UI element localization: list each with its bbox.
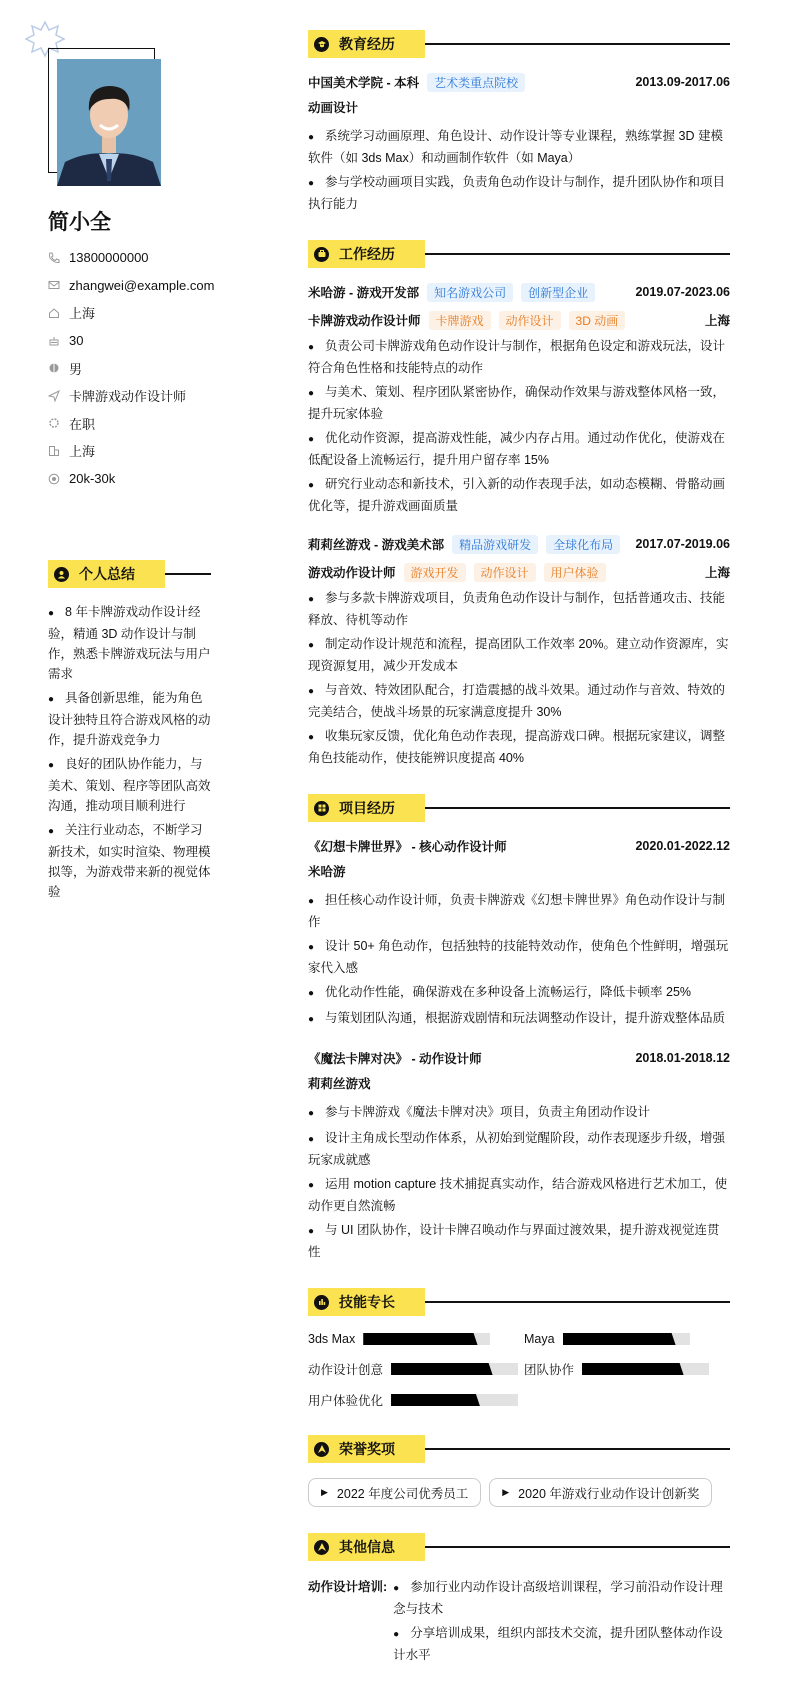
section-title-text: 其他信息 [339, 1539, 395, 1555]
list-item [308, 1220, 730, 1262]
section-header [308, 240, 730, 268]
projects-section [308, 794, 730, 1262]
project-company: 米哈游 [308, 865, 346, 879]
list-item [393, 1577, 730, 1619]
bullet-icon: ● [308, 1134, 315, 1145]
project-name: 《幻想卡牌世界》 - 核心动作设计师 [308, 840, 507, 854]
bullet-icon: ● [308, 988, 315, 999]
tag: 3D 动画 [569, 311, 626, 330]
skill-bar [363, 1333, 490, 1345]
main-column [308, 30, 730, 1689]
project-entry [308, 836, 730, 1030]
bullet-list [308, 588, 730, 768]
bullet-list [308, 126, 730, 214]
grid-icon [314, 801, 329, 816]
role-name: 游戏动作设计师 [308, 566, 396, 580]
bullet-text: 与美术、策划、程序团队紧密协作，确保动作效果与游戏整体风格一致，提升玩家体验 [308, 385, 726, 421]
bullet-text: 8 年卡牌游戏动作设计经验，精通 3D 动作设计与制作，熟悉卡牌游戏玩法与用户需求 [48, 605, 211, 681]
bullet-icon: ● [308, 594, 315, 605]
work-entry [308, 534, 730, 768]
entry-left [308, 283, 595, 302]
section-title-text: 荣誉奖项 [339, 1441, 395, 1457]
skill-bar-fill [391, 1363, 493, 1375]
bullet-text: 优化动作性能，确保游戏在多种设备上流畅运行，降低卡顿率 25% [325, 985, 692, 999]
section-title-summary [48, 560, 165, 588]
list-item [308, 1102, 730, 1124]
list-item [308, 126, 730, 168]
award-item [308, 1478, 481, 1507]
awards-list [308, 1478, 730, 1507]
project-name: 《魔法卡牌对决》 - 动作设计师 [308, 1052, 482, 1066]
bullet-text: 研究行业动态和新技术，引入新的动作表现手法，如动态模糊、骨骼动画优化等，提升游戏画面质量 [308, 477, 726, 513]
honors-section [308, 1435, 730, 1507]
list-item [48, 754, 211, 816]
triangle-right-icon: ▶ [502, 1487, 510, 1497]
date-range: 2013.09-2017.06 [635, 75, 730, 89]
contact-info [48, 244, 248, 492]
tag: 知名游戏公司 [427, 283, 513, 302]
divider [165, 573, 211, 575]
info-text: 卡牌游戏动作设计师 [69, 389, 187, 405]
bullet-text: 负责公司卡牌游戏角色动作设计与制作，根据角色设定和游戏玩法，设计符合角色性格和技能特点的动作 [308, 339, 726, 375]
role-left [308, 311, 625, 330]
bullet-text: 与策划团队沟通，根据游戏剧情和玩法调整动作设计，提升游戏整体品质 [325, 1011, 726, 1025]
award-text: 2020 年游戏行业动作设计创新奖 [518, 1486, 700, 1501]
city: 上海 [704, 314, 730, 328]
skill-name: 动作设计创意 [308, 1363, 384, 1377]
home-icon [48, 307, 60, 319]
other-entry [308, 1577, 730, 1669]
section-title-text: 工作经历 [339, 246, 395, 262]
graduation-cap-icon [314, 37, 329, 52]
section-title [308, 794, 425, 822]
entry-left [308, 535, 620, 554]
date-range: 2018.01-2018.12 [635, 1051, 730, 1065]
list-item [48, 820, 211, 902]
tag: 全球化布局 [546, 535, 620, 554]
bullet-text: 参与学校动画项目实践，负责角色动作设计与制作，提升团队协作和项目执行能力 [308, 175, 726, 211]
summary-section [48, 560, 211, 906]
tag: 艺术类重点院校 [427, 73, 525, 92]
divider [425, 1301, 730, 1303]
date-range: 2020.01-2022.12 [635, 839, 730, 853]
bullet-text: 制定动作设计规范和流程，提高团队工作效率 20%。建立动作资源库，实现资源复用，减少开发成本 [308, 637, 729, 673]
info-text: 20k-30k [69, 471, 116, 487]
section-title [308, 1288, 425, 1316]
skill-bar-fill [391, 1394, 480, 1406]
work-section [308, 240, 730, 768]
tag: 卡牌游戏 [429, 311, 491, 330]
section-header [308, 794, 730, 822]
skill-item [308, 1391, 524, 1409]
bullet-text: 良好的团队协作能力，与美术、策划、程序等团队高效沟通，推动项目顺利进行 [48, 757, 211, 813]
list-item [48, 602, 211, 684]
info-text: 男 [69, 361, 83, 377]
role-row [308, 562, 730, 582]
briefcase-icon [314, 247, 329, 262]
project-entry [308, 1048, 730, 1262]
entry-left [308, 73, 525, 92]
candidate-name: 简小全 [48, 211, 111, 234]
gender-icon [48, 362, 60, 374]
list-item [393, 1623, 730, 1665]
phone-icon [48, 252, 60, 264]
divider [425, 253, 730, 255]
skill-bar [391, 1394, 518, 1406]
info-text: 在职 [69, 416, 96, 432]
date-range: 2019.07-2023.06 [635, 285, 730, 299]
bullet-list [308, 1102, 730, 1262]
bullet-icon: ● [48, 608, 55, 619]
school-name: 中国美术学院 - 本科 [308, 76, 420, 90]
city: 上海 [704, 566, 730, 580]
status-icon [48, 417, 60, 429]
award-icon [314, 1540, 329, 1555]
skill-name: 团队协作 [524, 1363, 575, 1377]
list-item [48, 688, 211, 750]
bullet-icon: ● [308, 1108, 315, 1119]
divider [425, 43, 730, 45]
role-row [308, 310, 730, 330]
list-item [308, 634, 730, 676]
section-title-text: 项目经历 [339, 800, 395, 816]
section-title [308, 1533, 425, 1561]
skills-grid [308, 1331, 730, 1409]
divider [425, 807, 730, 809]
user-icon [54, 567, 69, 582]
tag: 游戏开发 [404, 563, 466, 582]
info-text: 30 [69, 333, 84, 349]
list-item [308, 588, 730, 630]
bullet-text: 担任核心动作设计师，负责卡牌游戏《幻想卡牌世界》角色动作设计与制作 [308, 893, 726, 929]
bullet-icon: ● [308, 434, 315, 445]
info-row [48, 272, 248, 300]
salary-icon [48, 473, 60, 485]
award-icon [314, 1442, 329, 1457]
list-item [308, 428, 730, 470]
tag: 动作设计 [499, 311, 561, 330]
bullet-icon: ● [308, 686, 315, 697]
bullet-text: 收集玩家反馈，优化角色动作表现，提高游戏口碑。根据玩家建议，调整角色技能动作，使技能辨识度提高 40% [308, 729, 726, 765]
skill-item [524, 1331, 730, 1347]
list-item [308, 890, 730, 932]
bullet-icon: ● [308, 732, 315, 743]
other-section [308, 1533, 730, 1669]
list-item [308, 336, 730, 378]
bullet-icon: ● [308, 1014, 315, 1025]
skill-bar [563, 1333, 690, 1345]
entry-header [308, 836, 730, 856]
bullet-text: 与 UI 团队协作，设计卡牌召唤动作与界面过渡效果，提升游戏视觉连贯性 [308, 1223, 720, 1259]
list-item [308, 680, 730, 722]
skill-item [524, 1360, 730, 1378]
list-item [308, 474, 730, 516]
section-header [48, 560, 211, 588]
bullet-icon: ● [308, 896, 315, 907]
section-header [308, 30, 730, 58]
info-text: 13800000000 [69, 250, 149, 266]
skill-item [308, 1360, 524, 1378]
entry-header [308, 72, 730, 92]
bullet-icon: ● [308, 342, 315, 353]
bullet-text: 参与多款卡牌游戏项目，负责角色动作设计与制作，包括普通攻击、技能释放、待机等动作 [308, 591, 726, 627]
bullet-text: 优化动作资源，提高游戏性能，减少内存占用。通过动作优化，使游戏在低配设备上流畅运行，提升用户留存率 15% [308, 431, 726, 467]
list-item [308, 382, 730, 424]
project-company: 莉莉丝游戏 [308, 1077, 371, 1091]
bullet-icon: ● [308, 640, 315, 651]
list-item [308, 936, 730, 978]
bullet-text: 关注行业动态，不断学习新技术，如实时渲染、物理模拟等，为游戏带来新的视觉体验 [48, 823, 211, 899]
info-text: 上海 [69, 444, 96, 460]
info-row [48, 437, 248, 465]
section-title [308, 240, 425, 268]
bullet-icon: ● [308, 1180, 315, 1191]
date-range: 2017.07-2019.06 [635, 537, 730, 551]
education-entry [308, 72, 730, 214]
section-title [308, 1435, 425, 1463]
tag: 精品游戏研发 [452, 535, 538, 554]
avatar [57, 59, 161, 186]
section-header [308, 1288, 730, 1316]
entry-header [308, 534, 730, 554]
major: 动画设计 [308, 101, 359, 115]
list-item [308, 1174, 730, 1216]
bullet-icon: ● [308, 388, 315, 399]
city-icon [48, 445, 60, 457]
company-name: 莉莉丝游戏 - 游戏美术部 [308, 538, 445, 552]
info-row [48, 244, 248, 272]
section-header [308, 1533, 730, 1561]
bullet-list [393, 1577, 730, 1669]
bullet-icon: ● [308, 942, 315, 953]
education-section [308, 30, 730, 214]
bullet-icon: ● [308, 132, 315, 143]
section-title-text: 技能专长 [339, 1294, 395, 1310]
bullet-icon: ● [308, 178, 315, 189]
job-icon [48, 390, 60, 402]
info-row [48, 327, 248, 355]
award-item [489, 1478, 712, 1507]
work-entry [308, 282, 730, 516]
bullet-icon: ● [48, 826, 55, 837]
bullet-text: 具备创新思维，能为角色设计独特且符合游戏风格的动作，提升游戏竞争力 [48, 691, 211, 747]
bullet-text: 运用 motion capture 技术捕捉真实动作，结合游戏风格进行艺术加工，使动作更自然流畅 [308, 1177, 728, 1213]
list-item [308, 172, 730, 214]
skill-name: 3ds Max [308, 1332, 356, 1346]
list-item [308, 982, 730, 1004]
skill-bar-fill [363, 1333, 477, 1345]
info-text: zhangwei@example.com [69, 277, 215, 293]
bullet-icon: ● [48, 760, 55, 771]
list-item [308, 1128, 730, 1170]
section-header [308, 1435, 730, 1463]
bullet-text: 与音效、特效团队配合，打造震撼的战斗效果。通过动作与音效、特效的完美结合，使战斗场景的玩家满意度提升 30% [308, 683, 726, 719]
tag: 创新型企业 [521, 283, 595, 302]
bullet-text: 设计 50+ 角色动作，包括独特的技能特效动作，使角色个性鲜明，增强玩家代入感 [308, 939, 729, 975]
section-title-text: 教育经历 [339, 36, 395, 52]
bullet-list [308, 336, 730, 516]
bullet-list [308, 890, 730, 1030]
bullet-icon: ● [393, 1629, 400, 1640]
bullet-icon: ● [48, 694, 55, 705]
list-item [308, 1008, 730, 1030]
company-name: 米哈游 - 游戏开发部 [308, 286, 420, 300]
divider [425, 1448, 730, 1450]
bullet-text: 系统学习动画原理、角色设计、动作设计等专业课程，熟练掌握 3D 建模软件（如 3ds Max）和动画制作软件（如 Maya） [308, 129, 723, 165]
info-text: 上海 [69, 306, 96, 322]
divider [425, 1546, 730, 1548]
info-row [48, 465, 248, 493]
skill-bar-fill [582, 1363, 684, 1375]
skill-name: Maya [524, 1332, 555, 1346]
other-key: 动作设计培训: [308, 1580, 388, 1594]
bullet-text: 分享培训成果，组织内部技术交流，提升团队整体动作设计水平 [393, 1626, 723, 1662]
info-row [48, 299, 248, 327]
skill-bar-fill [563, 1333, 676, 1345]
skills-section [308, 1288, 730, 1409]
tag: 用户体验 [544, 563, 606, 582]
skill-bar [582, 1363, 709, 1375]
bullet-text: 参与卡牌游戏《魔法卡牌对决》项目，负责主角团动作设计 [325, 1105, 651, 1119]
bullet-text: 参加行业内动作设计高级培训课程，学习前沿动作设计理念与技术 [393, 1580, 723, 1616]
bullet-icon: ● [308, 1226, 315, 1237]
role-left [308, 563, 606, 582]
triangle-right-icon: ▶ [321, 1487, 328, 1497]
award-text: 2022 年度公司优秀员工 [336, 1486, 469, 1501]
bar-chart-icon [314, 1295, 329, 1310]
entry-header [308, 1048, 730, 1068]
skill-item [308, 1331, 524, 1347]
tag: 动作设计 [474, 563, 536, 582]
bullet-icon: ● [308, 480, 315, 491]
info-row [48, 410, 248, 438]
section-title-text: 个人总结 [79, 566, 135, 582]
skill-name: 用户体验优化 [308, 1394, 384, 1408]
bullet-icon: ● [393, 1583, 400, 1594]
age-icon [48, 335, 60, 347]
info-row [48, 354, 248, 382]
section-title [308, 30, 425, 58]
info-row [48, 382, 248, 410]
skill-bar [391, 1363, 518, 1375]
entry-header [308, 282, 730, 302]
role-name: 卡牌游戏动作设计师 [308, 314, 421, 328]
list-item [308, 726, 730, 768]
summary-list [48, 602, 211, 902]
email-icon [48, 279, 60, 291]
bullet-text: 设计主角成长型动作体系，从初始到觉醒阶段，动作表现逐步升级，增强玩家成就感 [308, 1131, 726, 1167]
